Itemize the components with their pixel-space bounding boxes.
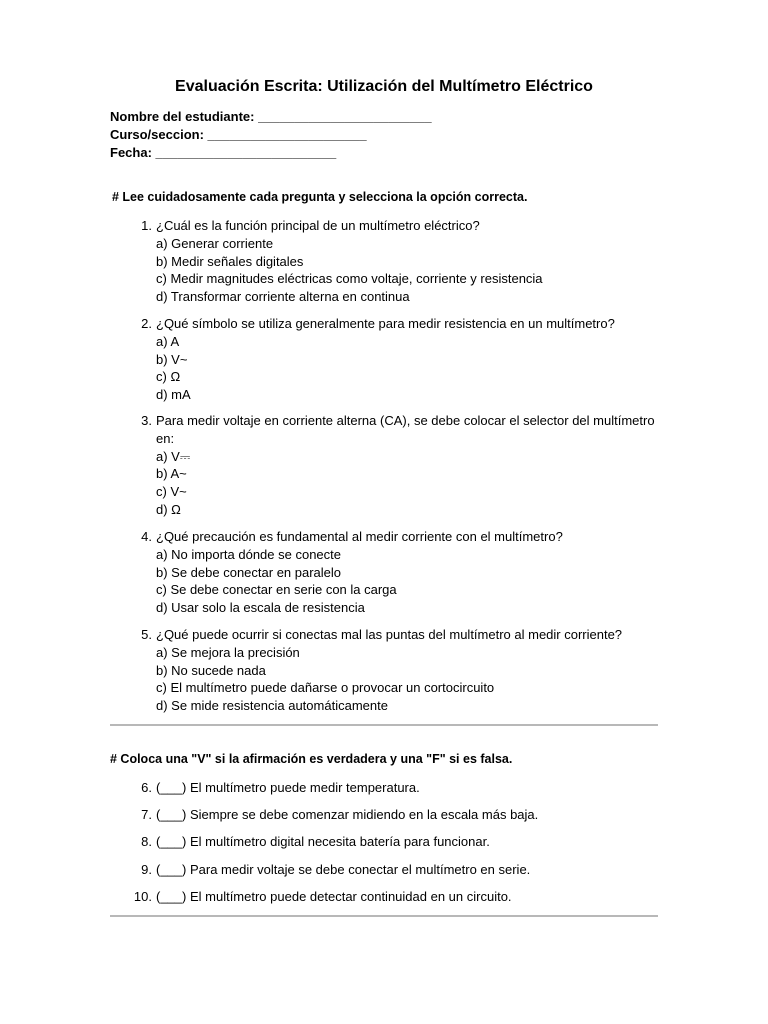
option-a: a) Se mejora la precisión [156,644,300,660]
question-number: 3. [141,413,152,428]
option-a: a) Generar corriente [156,235,274,251]
true-false-instruction: # Coloca una "V" si la afirmación es verdadera y una "F" si es falsa. [110,752,513,766]
question-5 [141,626,661,715]
option-c: c) Ω [156,369,181,385]
option-c: c) Medir magnitudes eléctricas como voltaje, corriente y resistencia [156,271,543,287]
true-false-item-7 [141,806,539,823]
question-text: ¿Cuál es la función principal de un multímetro eléctrico? [156,218,480,233]
option-b: b) Medir señales digitales [156,253,304,269]
question-text: ¿Qué puede ocurrir si conectas mal las puntas del multímetro al medir corriente? [156,627,623,642]
item-number: 6. [141,780,152,795]
multiple-choice-instruction: # Lee cuidadosamente cada pregunta y selecciona la opción correcta. [112,190,528,204]
option-b: b) No sucede nada [156,662,266,678]
option-c: c) Se debe conectar en serie con la carga [156,582,397,598]
item-number: 7. [141,807,152,822]
question-number: 5. [141,627,152,642]
option-b: b) V~ [156,351,188,367]
section-divider [110,915,658,917]
item-number: 8. [141,834,152,849]
page-title: Evaluación Escrita: Utilización del Multímetro Eléctrico [175,78,593,95]
option-b: b) A~ [156,466,187,482]
option-d: d) Se mide resistencia automáticamente [156,698,388,714]
option-a: a) A [156,333,180,349]
true-false-item-9 [141,861,531,878]
item-text: (___) Para medir voltaje se debe conectar el multímetro en serie. [156,862,531,877]
item-text: (___) El multímetro puede medir temperatura. [156,780,420,795]
question-number: 1. [141,218,152,233]
option-a: a) V⎓ [156,448,191,464]
true-false-item-8 [141,833,490,850]
option-d: d) Usar solo la escala de resistencia [156,600,365,616]
question-3 [141,412,661,519]
question-number: 4. [141,529,152,544]
student-name-field: Nombre del estudiante: ________________________ [110,109,432,124]
item-text: (___) Siempre se debe comenzar midiendo en la escala más baja. [156,807,539,822]
section-divider [110,724,658,726]
option-c: c) El multímetro puede dañarse o provocar un cortocircuito [156,680,495,696]
question-2 [141,315,661,404]
item-text: (___) El multímetro puede detectar continuidad en un circuito. [156,889,512,904]
question-number: 2. [141,316,152,331]
option-d: d) Transformar corriente alterna en continua [156,289,410,305]
item-number: 9. [141,862,152,877]
question-1 [141,217,661,306]
option-b: b) Se debe conectar en paralelo [156,564,342,580]
question-text: ¿Qué precaución es fundamental al medir corriente con el multímetro? [156,529,563,544]
option-c: c) V~ [156,484,187,500]
true-false-item-10 [133,888,512,905]
item-number: 10. [133,889,152,904]
question-text: Para medir voltaje en corriente alterna (CA), se debe colocar el selector del multímetro en: [156,413,655,446]
course-field: Curso/seccion: ______________________ [110,127,367,142]
question-4 [141,528,661,617]
option-d: d) mA [156,387,191,403]
item-text: (___) El multímetro digital necesita batería para funcionar. [156,834,490,849]
question-text: ¿Qué símbolo se utiliza generalmente para medir resistencia en un multímetro? [156,316,615,331]
option-a: a) No importa dónde se conecte [156,546,341,562]
date-field: Fecha: _________________________ [110,145,337,160]
true-false-item-6 [141,779,420,796]
option-d: d) Ω [156,501,181,517]
